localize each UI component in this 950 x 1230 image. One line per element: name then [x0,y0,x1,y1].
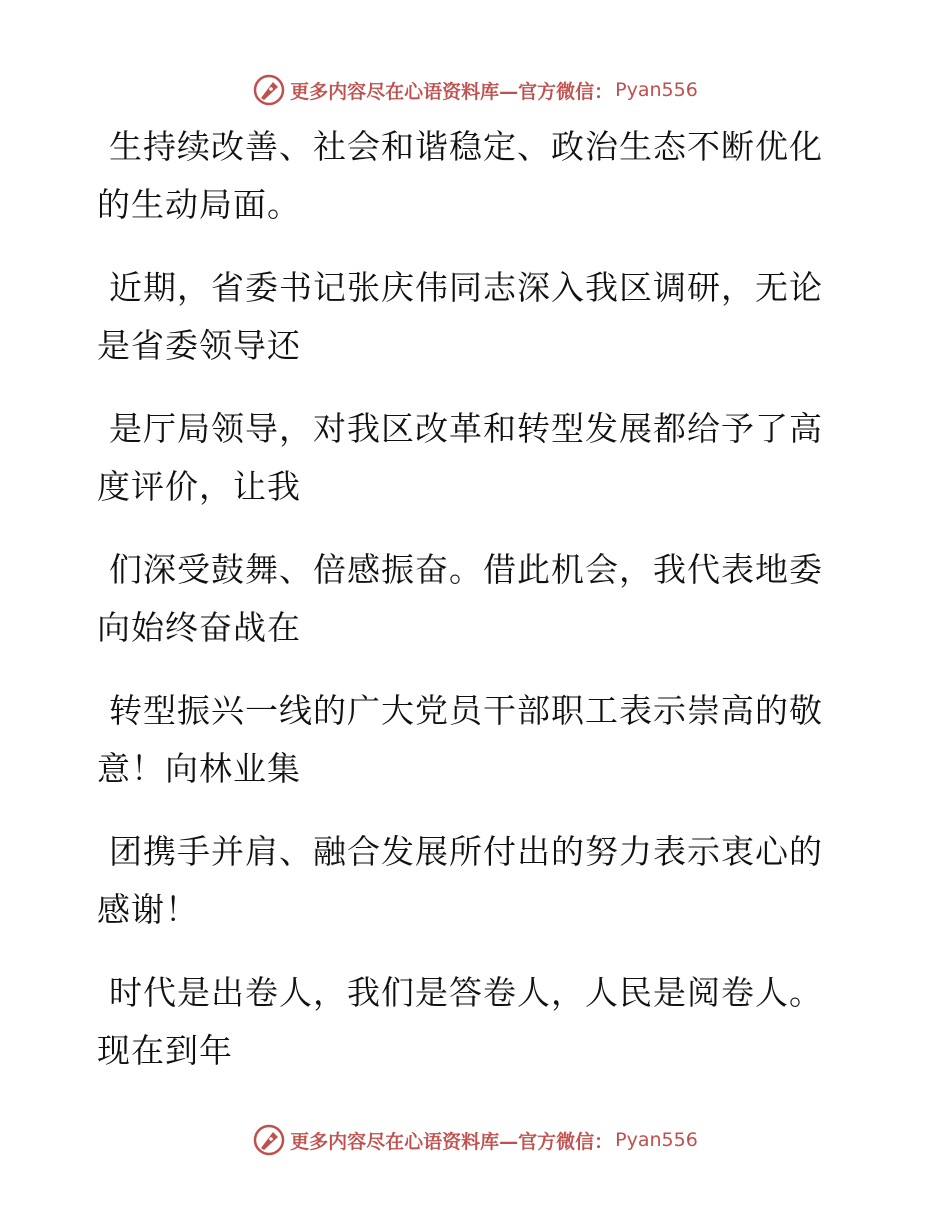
paragraph [97,964,837,1080]
header-account-text: Pyan556 [615,79,698,101]
header-brand-text: 更多内容尽在心语资料库—官方微信： [290,80,614,103]
paragraph-line: 意！向林业集 [97,749,301,788]
paragraph-line: 近期，省委书记张庆伟同志深入我区调研，无论 [109,268,823,307]
paragraph [97,259,837,375]
paragraph [97,823,837,939]
paragraph-line: 度评价，让我 [97,467,301,506]
paragraph-line: 转型振兴一线的广大党员干部职工表示崇高的敬 [109,691,823,730]
paragraph [97,118,837,234]
footer-banner [0,1120,950,1160]
paragraph [97,541,837,657]
paragraph-line: 们深受鼓舞、倍感振奋。借此机会，我代表地委 [109,550,823,589]
paragraph [97,400,837,516]
pen-nib-icon [252,73,286,107]
paragraph-line: 向始终奋战在 [97,608,301,647]
paragraph-line: 团携手并肩、融合发展所付出的努力表示衷心的 [109,832,823,871]
paragraph-line: 感谢！ [97,890,199,929]
paragraph-line: 是省委领导还 [97,326,301,365]
paragraph-line: 的生动局面。 [97,185,301,224]
paragraph-line: 生持续改善、社会和谐稳定、政治生态不断优化 [109,127,823,166]
paragraph-line: 是厅局领导，对我区改革和转型发展都给予了高 [109,409,823,448]
header-banner [0,70,950,110]
paragraph-line: 时代是出卷人，我们是答卷人，人民是阅卷人。 [109,973,823,1012]
paragraph [97,682,837,798]
footer-account-text: Pyan556 [615,1129,698,1151]
document-body [97,118,837,1105]
pen-nib-icon [252,1123,286,1157]
paragraph-line: 现在到年 [97,1031,233,1070]
footer-brand-text: 更多内容尽在心语资料库—官方微信： [290,1130,614,1153]
